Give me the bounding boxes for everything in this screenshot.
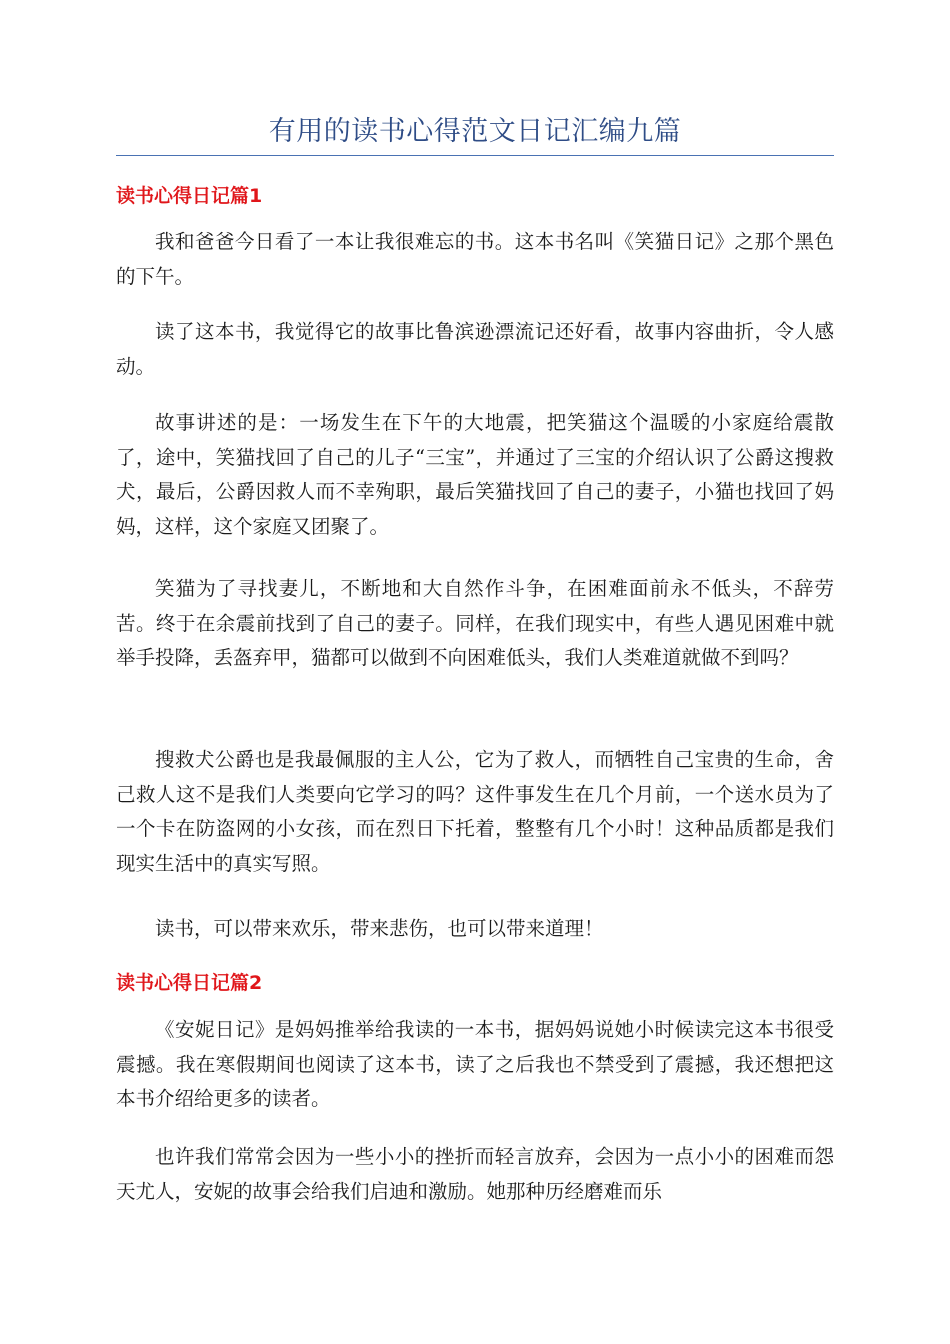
paragraph: 我和爸爸今日看了一本让我很难忘的书。这本书名叫《笑猫日记》之那个黑色的下午。 [116, 230, 834, 288]
paragraph: 读书，可以带来欢乐，带来悲伤，也可以带来道理！ [155, 917, 604, 940]
document-title: 有用的读书心得范文日记汇编九篇 [268, 116, 682, 147]
title-underline [116, 155, 834, 156]
paragraph: 笑猫为了寻找妻儿，不断地和大自然作斗争，在困难面前永不低头，不辞劳苦。终于在余震前找到了自己的妻子。同样，在我们现实中，有些人遇见困难中就举手投降，丢盔弃甲，猫都可以做到不向困难低头，我们人类难道就做不到吗？ [116, 577, 834, 669]
paragraph: 故事讲述的是：一场发生在下午的大地震，把笑猫这个温暖的小家庭给震散了，途中，笑猫找回了自己的儿子“三宝”，并通过了三宝的介绍认识了公爵这搜救犬，最后，公爵因救人而不幸殉职，最后笑猫找回了自己的妻子，小猫也找回了妈妈，这样，这个家庭又团聚了。 [116, 411, 834, 538]
paragraph: 读了这本书，我觉得它的故事比鲁滨逊漂流记还好看，故事内容曲折，令人感动。 [116, 320, 834, 378]
paragraph: 搜救犬公爵也是我最佩服的主人公，它为了救人，而牺牲自己宝贵的生命，舍己救人这不是我们人类要向它学习的吗？这件事发生在几个月前，一个送水员为了一个卡在防盗网的小女孩，而在烈日下托着，整整有几个小时！这种品质都是我们现实生活中的真实写照。 [116, 748, 834, 875]
paragraph: 《安妮日记》是妈妈推举给我读的一本书，据妈妈说她小时候读完这本书很受震撼。我在寒假期间也阅读了这本书，读了之后我也不禁受到了震撼，我还想把这本书介绍给更多的读者。 [116, 1018, 834, 1110]
section-heading-2: 读书心得日记篇2 [116, 972, 263, 994]
paragraph: 也许我们常常会因为一些小小的挫折而轻言放弃，会因为一点小小的困难而怨天尤人，安妮的故事会给我们启迪和激励。她那种历经磨难而乐 [116, 1145, 834, 1203]
section-heading-1: 读书心得日记篇1 [116, 185, 263, 207]
